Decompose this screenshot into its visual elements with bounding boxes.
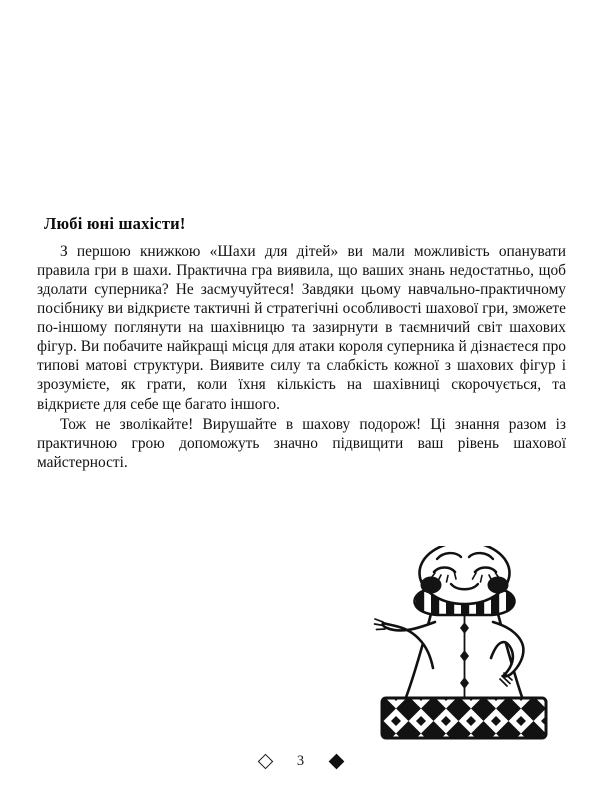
pawn-character-illustration <box>371 546 557 746</box>
page-number: 3 <box>296 752 305 769</box>
solid-diamond-icon <box>328 753 344 769</box>
body-paragraph: Тож не зволікайте! Вирушайте в шахову подорож! Ці знання разом із практичною грою допоможуть значно підвищити ваш рівень шахової майстерності. <box>37 415 566 471</box>
pawn-character-svg <box>371 546 557 746</box>
page-footer <box>0 748 601 774</box>
pawn-base <box>382 698 546 738</box>
body-paragraph: З першою книжкою «Шахи для дітей» ви мали можливість опанувати правила гри в шахи. Практична гра виявила, що ваших знань недостатньо, щоб здолати суперника? Не засмучуйтеся! Завдяки цьому навчально-практичному посібнику ви відкриєте тактичні й стратегічні особливості шахової гри, зможете по-іншому поглянути на шахівницю та зазирнути в таємничий світ шахових фігур. Ви побачите найкращі місця для атаки короля суперника й дізнаєтеся про типові матові структури. Виявите силу та слабкість кожної з шахових фігур і зрозумієте, як грати, коли їхня кількість на шахівниці скорочується, та відкриєте для себе ще багато іншого. <box>37 242 566 413</box>
pawn-right-cheek <box>488 577 509 594</box>
pawn-left-cheek <box>421 577 442 594</box>
hollow-diamond-icon <box>257 753 273 769</box>
page-heading: Любі юні шахісти! <box>44 214 186 233</box>
page-content <box>37 214 566 472</box>
